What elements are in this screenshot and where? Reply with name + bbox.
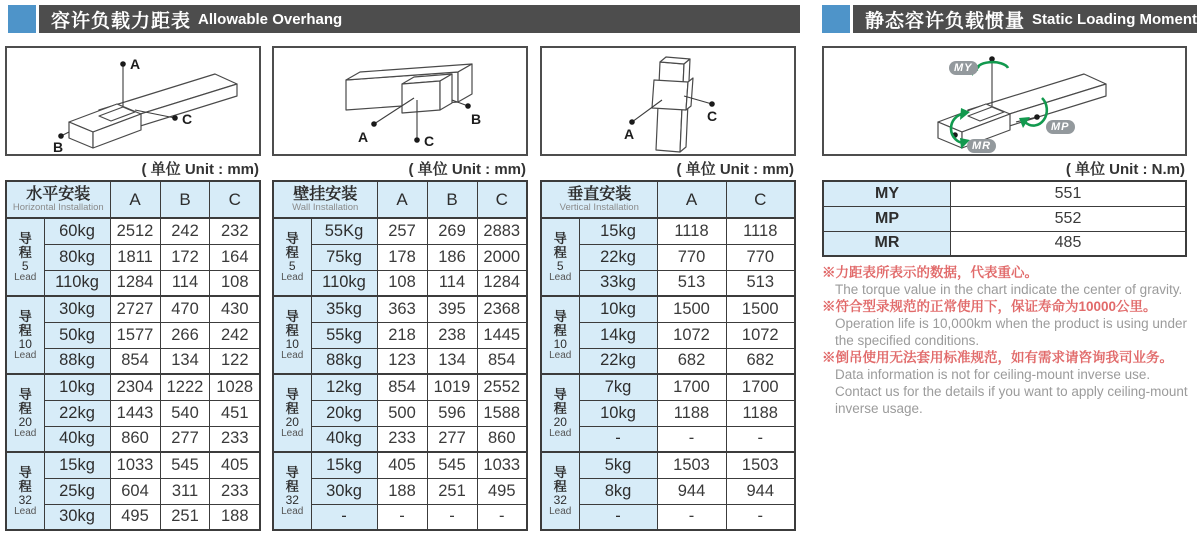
note-en: The torque value in the chart indicate the center of gravity. <box>835 282 1183 297</box>
horizontal-installation-diagram <box>5 46 261 156</box>
table-row <box>6 244 260 270</box>
header-title-zh: 静态容许负载惯量 <box>865 10 1026 32</box>
value-cell: 944 <box>726 478 795 504</box>
column-header: B <box>427 181 477 218</box>
value-cell: 114 <box>427 270 477 296</box>
column-header: A <box>657 181 726 218</box>
value-cell: 1284 <box>477 270 527 296</box>
value-cell: 451 <box>210 400 260 426</box>
value-cell: 2000 <box>477 244 527 270</box>
header-title-en: Static Loading Moment <box>1032 10 1198 28</box>
load-cell: 88kg <box>311 348 377 374</box>
load-cell: 20kg <box>311 400 377 426</box>
table-row <box>541 322 795 348</box>
load-cell: 14kg <box>579 322 657 348</box>
load-cell: 55Kg <box>311 218 377 244</box>
table-row <box>541 218 795 244</box>
moment-label: MP <box>823 206 951 231</box>
load-cell: - <box>579 504 657 530</box>
load-cell: 8kg <box>579 478 657 504</box>
value-cell: 1033 <box>110 452 160 478</box>
my-moment-badge: MY <box>949 61 978 75</box>
table-row <box>541 374 795 400</box>
load-cell: 15kg <box>311 452 377 478</box>
table-row <box>541 426 795 452</box>
value-cell: 269 <box>427 218 477 244</box>
lead-label: 导程 10 Lead <box>273 296 311 374</box>
moment-value: 552 <box>951 206 1187 231</box>
section-header-allowable-overhang <box>39 5 800 33</box>
table-row <box>541 244 795 270</box>
value-cell: 238 <box>427 322 477 348</box>
value-cell: - <box>726 504 795 530</box>
blue-accent-square <box>8 5 36 33</box>
horizontal-installation-section <box>5 46 261 531</box>
load-cell: 10kg <box>44 374 110 400</box>
load-cell: 30kg <box>311 478 377 504</box>
load-cell: 50kg <box>44 322 110 348</box>
load-cell: 10kg <box>579 296 657 322</box>
value-cell: - <box>377 504 427 530</box>
value-cell: 233 <box>210 478 260 504</box>
moment-diagram <box>822 46 1187 156</box>
table-row <box>273 322 527 348</box>
point-a-label: A <box>358 129 369 145</box>
value-cell: 232 <box>210 218 260 244</box>
value-cell: 251 <box>160 504 210 530</box>
vertical-installation-section <box>540 46 796 531</box>
load-cell: 7kg <box>579 374 657 400</box>
lead-label: 导程 5 Lead <box>6 218 44 296</box>
value-cell: 122 <box>210 348 260 374</box>
value-cell: 123 <box>377 348 427 374</box>
table-row <box>273 478 527 504</box>
lead-label: 导程 20 Lead <box>541 374 579 452</box>
value-cell: 513 <box>657 270 726 296</box>
column-header: C <box>726 181 795 218</box>
moment-value: 551 <box>951 181 1187 206</box>
table-row <box>6 374 260 400</box>
table-row <box>273 218 527 244</box>
load-cell: 30kg <box>44 296 110 322</box>
table-row <box>6 400 260 426</box>
value-cell: 1118 <box>657 218 726 244</box>
load-cell: 40kg <box>44 426 110 452</box>
lead-label: 导程 32 Lead <box>541 452 579 530</box>
value-cell: 540 <box>160 400 210 426</box>
load-cell: 10kg <box>579 400 657 426</box>
value-cell: 218 <box>377 322 427 348</box>
value-cell: 1700 <box>726 374 795 400</box>
value-cell: 172 <box>160 244 210 270</box>
lead-label: 导程 32 Lead <box>273 452 311 530</box>
table-row <box>6 426 260 452</box>
column-header: C <box>210 181 260 218</box>
table-row <box>273 426 527 452</box>
value-cell: 2727 <box>110 296 160 322</box>
value-cell: - <box>726 426 795 452</box>
value-cell: 2368 <box>477 296 527 322</box>
point-c-label: C <box>424 133 435 149</box>
value-cell: 277 <box>160 426 210 452</box>
value-cell: 2883 <box>477 218 527 244</box>
load-cell: 22kg <box>579 348 657 374</box>
value-cell: 1284 <box>110 270 160 296</box>
note-en: Data information is not for ceiling-mount inverse use. Contact us for the details if you want to apply ceiling-mount inverse usage. <box>835 367 1188 416</box>
load-cell: 75kg <box>311 244 377 270</box>
table-title: 壁挂安装 Wall Installation <box>273 181 377 218</box>
wall-installation-diagram <box>272 46 528 156</box>
load-cell: 80kg <box>44 244 110 270</box>
unit-label-mm: ( 单位 Unit : mm) <box>408 161 526 178</box>
value-cell: 513 <box>726 270 795 296</box>
table-row <box>6 478 260 504</box>
value-cell: 860 <box>477 426 527 452</box>
value-cell: 1019 <box>427 374 477 400</box>
table-row <box>541 452 795 478</box>
note-zh: ※力距表所表示的数据，代表重心。 <box>822 265 1038 280</box>
value-cell: 2552 <box>477 374 527 400</box>
table-row <box>6 270 260 296</box>
unit-label-nm: ( 单位 Unit : N.m) <box>1065 161 1185 178</box>
header-title-en: Allowable Overhang <box>198 10 343 28</box>
value-cell: 1072 <box>726 322 795 348</box>
table-row <box>541 478 795 504</box>
load-cell: 88kg <box>44 348 110 374</box>
load-cell: 33kg <box>579 270 657 296</box>
value-cell: 134 <box>160 348 210 374</box>
value-cell: 1500 <box>657 296 726 322</box>
value-cell: 495 <box>110 504 160 530</box>
table-row <box>6 296 260 322</box>
value-cell: 1500 <box>726 296 795 322</box>
load-cell: 60kg <box>44 218 110 244</box>
value-cell: 430 <box>210 296 260 322</box>
lead-label: 导程 32 Lead <box>6 452 44 530</box>
point-c-label: C <box>182 111 193 127</box>
table-title: 水平安装 Horizontal Installation <box>6 181 110 218</box>
column-header: A <box>377 181 427 218</box>
moment-value: 485 <box>951 231 1187 256</box>
value-cell: 1588 <box>477 400 527 426</box>
table-row <box>273 374 527 400</box>
value-cell: 188 <box>377 478 427 504</box>
table-row <box>273 504 527 530</box>
value-cell: 277 <box>427 426 477 452</box>
point-a-label: A <box>624 126 635 142</box>
value-cell: 860 <box>110 426 160 452</box>
wall-installation-section <box>272 46 528 531</box>
unit-label-mm: ( 单位 Unit : mm) <box>141 161 259 178</box>
column-header: C <box>477 181 527 218</box>
table-row <box>273 296 527 322</box>
moment-label: MR <box>823 231 951 256</box>
load-cell: - <box>579 426 657 452</box>
value-cell: 545 <box>427 452 477 478</box>
moment-row <box>823 206 1186 231</box>
table-row <box>6 504 260 530</box>
value-cell: - <box>657 504 726 530</box>
load-cell: 35kg <box>311 296 377 322</box>
value-cell: 114 <box>160 270 210 296</box>
load-cell: 12kg <box>311 374 377 400</box>
notes <box>822 264 1194 417</box>
moment-row <box>823 231 1186 256</box>
load-cell: 40kg <box>311 426 377 452</box>
blue-accent-square <box>822 5 850 33</box>
table-row <box>541 348 795 374</box>
value-cell: 242 <box>160 218 210 244</box>
value-cell: - <box>477 504 527 530</box>
value-cell: 2512 <box>110 218 160 244</box>
note-zh: ※符合型录规范的正常使用下，保证寿命为10000公里。 <box>822 299 1157 314</box>
value-cell: 1188 <box>657 400 726 426</box>
load-cell: 5kg <box>579 452 657 478</box>
load-cell: - <box>311 504 377 530</box>
table-row <box>273 244 527 270</box>
value-cell: 108 <box>377 270 427 296</box>
load-cell: 25kg <box>44 478 110 504</box>
value-cell: 1811 <box>110 244 160 270</box>
column-header: A <box>110 181 160 218</box>
table-row <box>541 270 795 296</box>
value-cell: 395 <box>427 296 477 322</box>
point-b-label: B <box>53 139 64 155</box>
wall-installation-table <box>272 180 528 531</box>
column-header: B <box>160 181 210 218</box>
point-c-label: C <box>707 108 718 124</box>
value-cell: 682 <box>657 348 726 374</box>
load-cell: 30kg <box>44 504 110 530</box>
value-cell: 186 <box>427 244 477 270</box>
vertical-installation-diagram <box>540 46 796 156</box>
lead-label: 导程 5 Lead <box>541 218 579 296</box>
value-cell: 233 <box>210 426 260 452</box>
value-cell: 405 <box>210 452 260 478</box>
value-cell: 604 <box>110 478 160 504</box>
value-cell: 257 <box>377 218 427 244</box>
actuator-isometric-drawing <box>542 48 794 154</box>
value-cell: 1188 <box>726 400 795 426</box>
load-cell: 15kg <box>44 452 110 478</box>
point-a-label: A <box>130 56 141 72</box>
mr-moment-badge: MR <box>967 139 996 153</box>
value-cell: 134 <box>427 348 477 374</box>
value-cell: 854 <box>377 374 427 400</box>
lead-label: 导程 10 Lead <box>541 296 579 374</box>
table-row <box>6 452 260 478</box>
value-cell: 233 <box>377 426 427 452</box>
header-title-zh: 容许负载力距表 <box>51 10 192 32</box>
value-cell: 944 <box>657 478 726 504</box>
actuator-moment-drawing <box>824 48 1185 154</box>
value-cell: 682 <box>726 348 795 374</box>
value-cell: 1033 <box>477 452 527 478</box>
load-cell: 22kg <box>579 244 657 270</box>
value-cell: 363 <box>377 296 427 322</box>
table-row <box>273 400 527 426</box>
value-cell: 266 <box>160 322 210 348</box>
point-b-label: B <box>471 111 482 127</box>
value-cell: 242 <box>210 322 260 348</box>
load-cell: 110kg <box>44 270 110 296</box>
value-cell: 1700 <box>657 374 726 400</box>
lead-label: 导程 10 Lead <box>6 296 44 374</box>
value-cell: 1028 <box>210 374 260 400</box>
value-cell: 1577 <box>110 322 160 348</box>
value-cell: 405 <box>377 452 427 478</box>
value-cell: 545 <box>160 452 210 478</box>
actuator-isometric-drawing <box>274 48 526 154</box>
value-cell: 188 <box>210 504 260 530</box>
note-zh: ※倒吊使用无法套用标准规范，如有需求请咨询我司业务。 <box>822 350 1173 365</box>
table-row <box>541 296 795 322</box>
static-moment-table <box>822 180 1187 257</box>
mp-moment-badge: MP <box>1046 120 1075 134</box>
value-cell: - <box>657 426 726 452</box>
table-row <box>273 452 527 478</box>
value-cell: 251 <box>427 478 477 504</box>
table-row <box>541 400 795 426</box>
value-cell: 495 <box>477 478 527 504</box>
table-row <box>6 348 260 374</box>
value-cell: 854 <box>110 348 160 374</box>
value-cell: 770 <box>726 244 795 270</box>
value-cell: 500 <box>377 400 427 426</box>
load-cell: 15kg <box>579 218 657 244</box>
value-cell: 596 <box>427 400 477 426</box>
lead-label: 导程 5 Lead <box>273 218 311 296</box>
static-loading-moment-section <box>822 46 1197 417</box>
value-cell: 164 <box>210 244 260 270</box>
note-en: Operation life is 10,000km when the product is using under the specified conditions. <box>835 316 1187 348</box>
value-cell: 1503 <box>657 452 726 478</box>
table-row <box>273 270 527 296</box>
moment-label: MY <box>823 181 951 206</box>
moment-row <box>823 181 1186 206</box>
table-row <box>273 348 527 374</box>
load-cell: 110kg <box>311 270 377 296</box>
value-cell: 854 <box>477 348 527 374</box>
section-header-static-loading-moment <box>853 5 1197 33</box>
vertical-installation-table <box>540 180 796 531</box>
load-cell: 22kg <box>44 400 110 426</box>
value-cell: 1072 <box>657 322 726 348</box>
table-title: 垂直安装 Vertical Installation <box>541 181 657 218</box>
lead-label: 导程 20 Lead <box>273 374 311 452</box>
table-row <box>6 322 260 348</box>
table-row <box>541 504 795 530</box>
table-row <box>6 218 260 244</box>
unit-label-mm: ( 单位 Unit : mm) <box>676 161 794 178</box>
value-cell: 2304 <box>110 374 160 400</box>
value-cell: 770 <box>657 244 726 270</box>
load-cell: 55kg <box>311 322 377 348</box>
value-cell: 1503 <box>726 452 795 478</box>
value-cell: 1118 <box>726 218 795 244</box>
value-cell: - <box>427 504 477 530</box>
horizontal-installation-table <box>5 180 261 531</box>
value-cell: 1222 <box>160 374 210 400</box>
lead-label: 导程 20 Lead <box>6 374 44 452</box>
value-cell: 1443 <box>110 400 160 426</box>
value-cell: 1445 <box>477 322 527 348</box>
value-cell: 108 <box>210 270 260 296</box>
value-cell: 311 <box>160 478 210 504</box>
value-cell: 470 <box>160 296 210 322</box>
value-cell: 178 <box>377 244 427 270</box>
